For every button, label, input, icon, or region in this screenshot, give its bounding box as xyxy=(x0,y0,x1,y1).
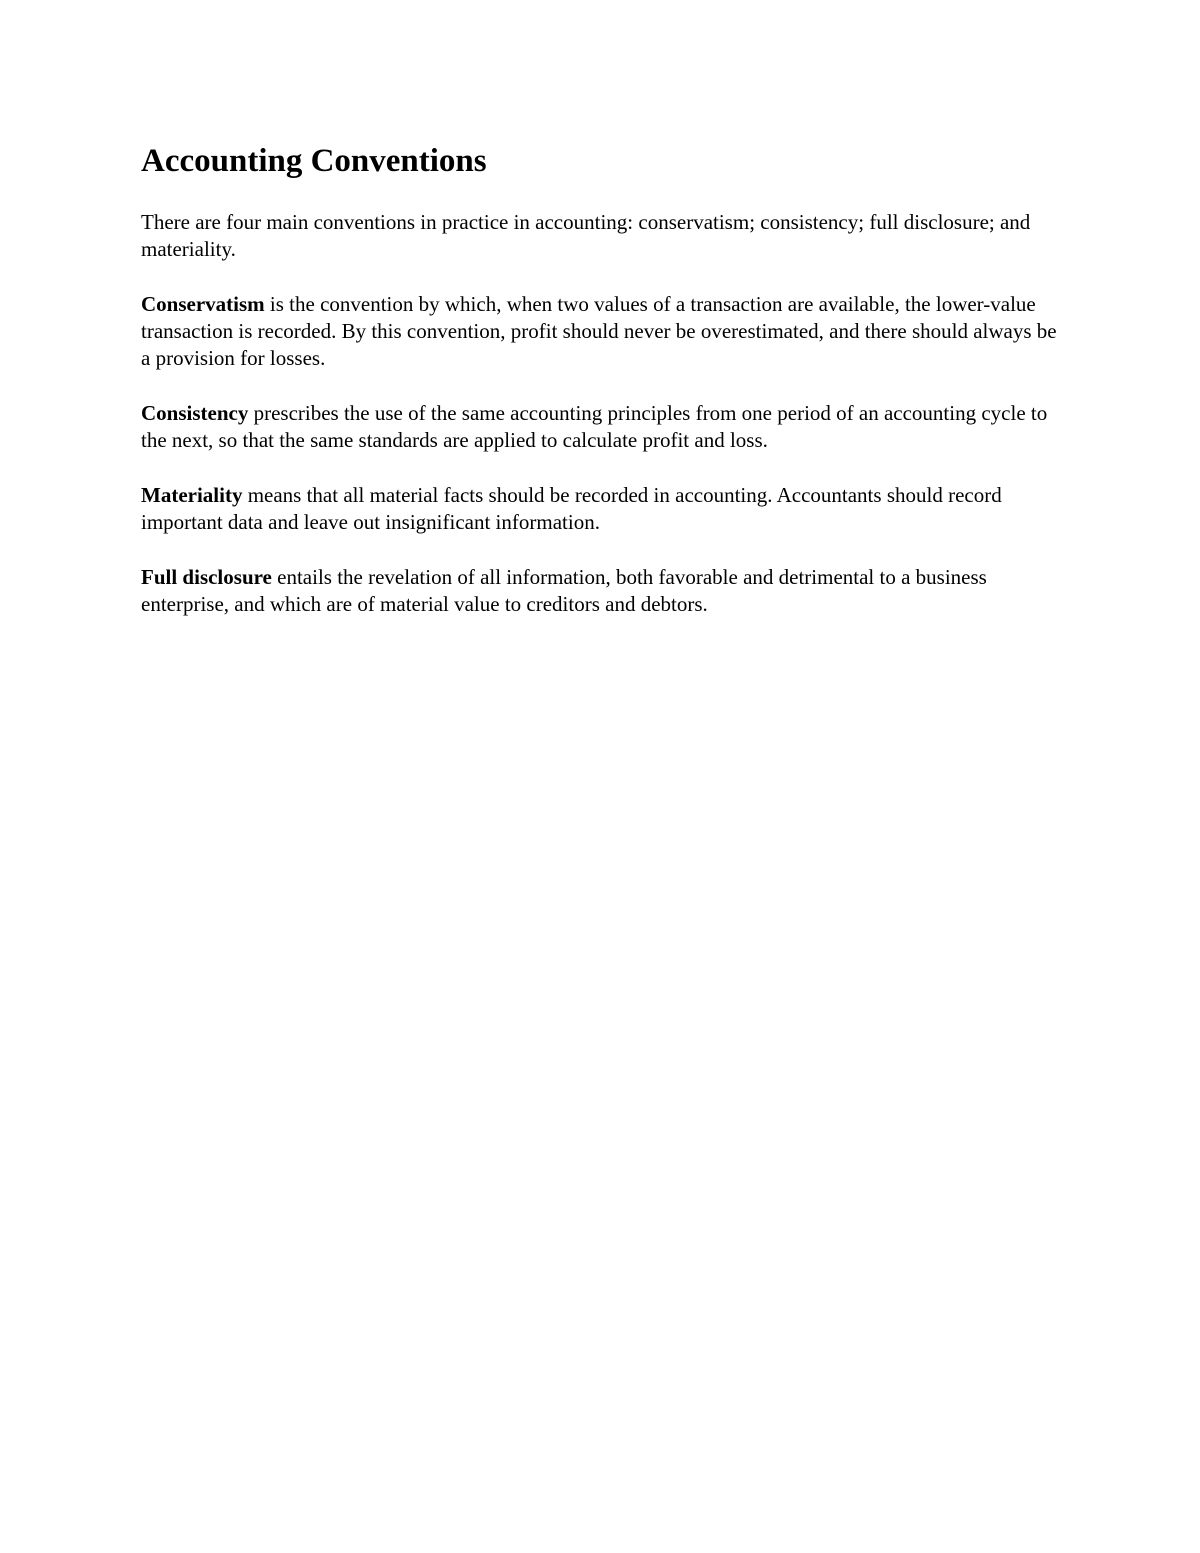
full-disclosure-term: Full disclosure xyxy=(141,565,272,589)
document-title: Accounting Conventions xyxy=(141,143,487,179)
document-body xyxy=(141,139,1061,646)
materiality-text: means that all material facts should be recorded in accounting. Accountants should record important data and leave out insignificant information. xyxy=(141,483,1002,534)
conservatism-paragraph xyxy=(141,291,1061,372)
conservatism-term: Conservatism xyxy=(141,292,265,316)
consistency-text: prescribes the use of the same accounting principles from one period of an accounting cycle to the next, so that the same standards are applied to calculate profit and loss. xyxy=(141,401,1048,452)
consistency-term: Consistency xyxy=(141,401,249,425)
full-disclosure-paragraph xyxy=(141,564,1061,618)
materiality-term: Materiality xyxy=(141,483,243,507)
consistency-paragraph xyxy=(141,400,1061,454)
conservatism-text: is the convention by which, when two values of a transaction are available, the lower-value transaction is recorded. By this convention, profit should never be overestimated, and there should always be a provision for losses. xyxy=(141,292,1057,370)
intro-paragraph: There are four main conventions in practice in accounting: conservatism; consistency; full disclosure; and materiality. xyxy=(141,210,1031,261)
materiality-paragraph xyxy=(141,482,1061,536)
full-disclosure-text: entails the revelation of all information, both favorable and detrimental to a business enterprise, and which are of material value to creditors and debtors. xyxy=(141,565,987,616)
